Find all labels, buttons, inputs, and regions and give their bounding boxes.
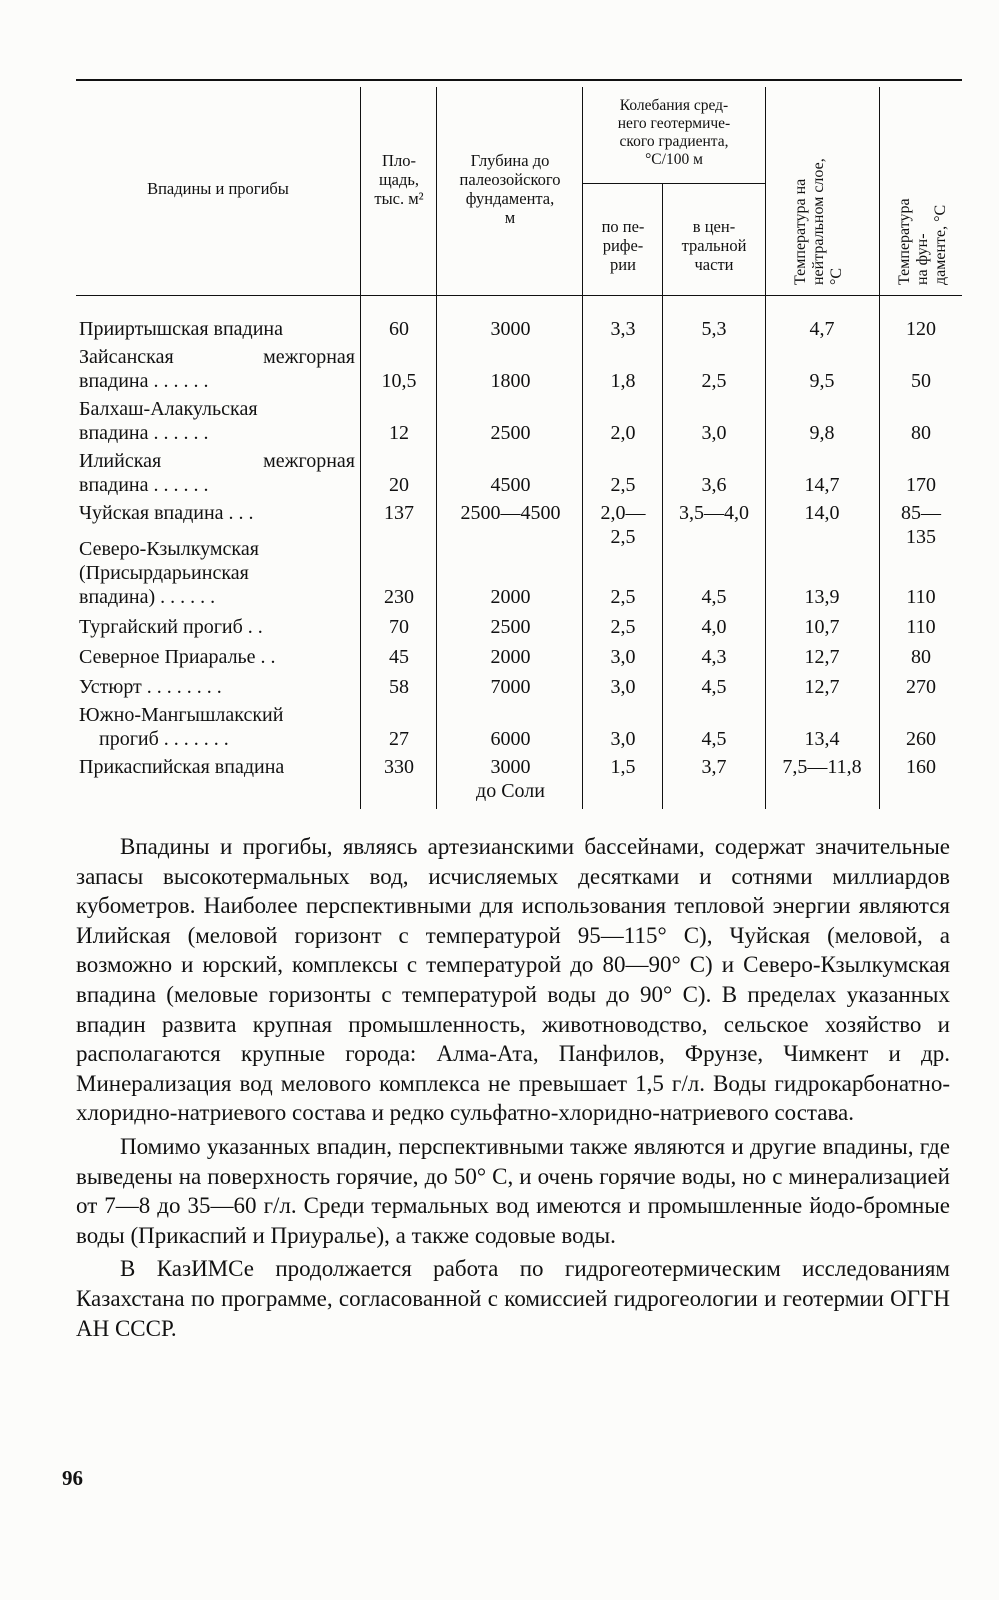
area-cell: 70 xyxy=(389,616,409,638)
temp-neutral-cell: 13,9 xyxy=(804,586,840,608)
basin-name: (Присырдарьинская xyxy=(79,562,249,584)
area-cell: 20 xyxy=(389,474,409,496)
header-gradient: Колебания сред- него геотермиче- ского градиента, °С/100 м xyxy=(617,97,731,168)
temp-neutral-cell: 10,7 xyxy=(804,616,840,638)
depth-cell: 7000 xyxy=(490,676,531,698)
page-number: 96 xyxy=(62,1466,83,1490)
header-temp-basement: Температура на фун- даменте, °С xyxy=(896,198,949,285)
basin-name: Илийская межгорная xyxy=(79,450,355,472)
header-periphery: по пе- рифе- рии xyxy=(601,217,645,274)
header-area: Пло- щадь, тыс. м² xyxy=(374,151,424,208)
periphery-cell: 2,0— 2,5 xyxy=(600,502,646,548)
depth-cell: 3000 до Соли xyxy=(476,756,545,802)
periphery-cell: 3,0 xyxy=(610,646,636,668)
depth-cell: 2000 xyxy=(490,586,531,608)
center-cell: 4,5 xyxy=(701,728,727,750)
periphery-cell: 2,5 xyxy=(610,586,636,608)
area-cell: 230 xyxy=(384,586,414,608)
temp-neutral-cell: 13,4 xyxy=(804,728,840,750)
area-cell: 58 xyxy=(389,676,409,698)
body-text xyxy=(76,832,950,1343)
basin-name: Прикаспийская впадина xyxy=(79,756,285,778)
area-cell: 45 xyxy=(389,646,409,668)
periphery-cell: 1,5 xyxy=(610,756,636,778)
table-header-rule xyxy=(76,295,962,296)
area-cell: 60 xyxy=(389,318,409,340)
temp-neutral-cell: 9,5 xyxy=(809,370,835,392)
temp-basement-cell: 110 xyxy=(906,616,936,638)
depth-cell: 1800 xyxy=(490,370,531,392)
temp-neutral-cell: 12,7 xyxy=(804,646,840,668)
paragraph: В КазИМСе продолжается работа по гидрогеотермическим исследованиям Казахстана по программе, согласованной с комиссией гидрогеологии и геотермии ОГГН АН СССР. xyxy=(76,1256,950,1341)
area-cell: 12 xyxy=(389,422,409,444)
basin-name: Тургайский прогиб . . xyxy=(79,616,263,638)
column-divider xyxy=(436,87,437,809)
periphery-cell: 2,5 xyxy=(610,616,636,638)
area-cell: 27 xyxy=(389,728,409,750)
column-divider xyxy=(662,183,663,809)
center-cell: 2,5 xyxy=(701,370,727,392)
temp-basement-cell: 110 xyxy=(906,586,936,608)
periphery-cell: 3,3 xyxy=(610,318,636,340)
temp-basement-cell: 260 xyxy=(906,728,936,750)
center-cell: 3,7 xyxy=(701,756,727,778)
area-cell: 10,5 xyxy=(381,370,417,392)
basin-name: Балхаш-Алакульская xyxy=(79,398,258,420)
basin-name: Устюрт . . . . . . . . xyxy=(79,676,222,698)
temp-basement-cell: 50 xyxy=(911,370,931,392)
center-cell: 4,0 xyxy=(701,616,727,638)
depth-cell: 3000 xyxy=(490,318,531,340)
center-cell: 3,5—4,0 xyxy=(679,502,749,524)
temp-basement-cell: 160 xyxy=(906,756,936,778)
temp-basement-cell: 80 xyxy=(911,422,931,444)
temp-basement-cell: 85— 135 xyxy=(901,502,941,548)
depth-cell: 2500 xyxy=(490,616,531,638)
basin-name: впадина . . . . . . xyxy=(79,370,209,392)
depth-cell: 2500—4500 xyxy=(460,502,561,524)
center-cell: 4,3 xyxy=(701,646,727,668)
table-top-rule xyxy=(76,79,962,81)
header-temp-neutral: Температура на нейтральном слое, °С xyxy=(792,158,845,285)
basin-name: Северное Приаралье . . xyxy=(79,646,276,668)
temp-basement-cell: 80 xyxy=(911,646,931,668)
center-cell: 3,6 xyxy=(701,474,727,496)
basin-name: впадина . . . . . . xyxy=(79,422,209,444)
depth-cell: 2500 xyxy=(490,422,531,444)
gradient-subheader-rule xyxy=(583,183,765,184)
temp-neutral-cell: 14,7 xyxy=(804,474,840,496)
periphery-cell: 3,0 xyxy=(610,676,636,698)
temp-neutral-cell: 14,0 xyxy=(804,502,840,524)
column-divider xyxy=(765,87,766,809)
periphery-cell: 2,5 xyxy=(610,474,636,496)
depth-cell: 4500 xyxy=(490,474,531,496)
basin-name: впадина) . . . . . . xyxy=(79,586,216,608)
center-cell: 4,5 xyxy=(701,586,727,608)
area-cell: 137 xyxy=(384,502,414,524)
temp-basement-cell: 170 xyxy=(906,474,936,496)
basin-name: Чуйская впадина . . . xyxy=(79,502,254,524)
column-divider xyxy=(879,87,880,809)
temp-neutral-cell: 9,8 xyxy=(809,422,835,444)
basin-name: прогиб . . . . . . . xyxy=(99,728,229,750)
periphery-cell: 1,8 xyxy=(610,370,636,392)
center-cell: 3,0 xyxy=(701,422,727,444)
center-cell: 5,3 xyxy=(701,318,727,340)
basin-name: Южно-Мангышлакский xyxy=(79,704,284,726)
paragraph: Помимо указанных впадин, перспективными также являются и другие впадины, где выведены на поверхность горячие, до 50° С, и очень горячие воды, но с минерализацией от 7—8 до 35—60 г/л. Среди термальных вод имеются и промышленные йодо-бромные воды (Прикаспий и Приуралье), а также содовые воды. xyxy=(76,1133,950,1248)
periphery-cell: 2,0 xyxy=(610,422,636,444)
temp-neutral-cell: 4,7 xyxy=(809,318,835,340)
center-cell: 4,5 xyxy=(701,676,727,698)
area-cell: 330 xyxy=(384,756,414,778)
header-depth: Глубина до палеозойского фундамента, м xyxy=(459,151,561,227)
header-basins: Впадины и прогибы xyxy=(147,179,289,198)
temp-basement-cell: 120 xyxy=(906,318,936,340)
periphery-cell: 3,0 xyxy=(610,728,636,750)
basin-name: Зайсанская межгорная xyxy=(79,346,355,368)
paragraph: Впадины и прогибы, являясь артезианскими бассейнами, содержат значительные запасы высокотермальных вод, исчисляемых десятками и сотнями миллиардов кубометров. Наиболее перспективными для использования тепловой энергии являются Илийская (меловой горизонт с температурой 95—115° С), Чуйская (меловой, а возможно и юрский, комплексы с температурой до 80—90° С) и Северо-Кзылкумская впадина (меловые горизонты с температурой воды до 90° С). В пределах указанных впадин развита крупная промышленность, животноводство, сельское хозяйство и располагаются крупные города: Алма-Ата, Панфилов, Фрунзе, Чимкент и др. Минерализация вод мелового комплекса не превышает 1,5 г/л. Воды гидрокарбонатно-хлоридно-натриевого состава и редко сульфатно-хлоридно-натриевого состава. xyxy=(76,834,950,1126)
temp-basement-cell: 270 xyxy=(906,676,936,698)
column-divider xyxy=(360,87,361,809)
column-divider xyxy=(582,87,583,809)
basin-name: Прииртышская впадина xyxy=(79,318,284,340)
header-center: в цен- тральной части xyxy=(681,217,747,274)
basin-name: Северо-Кзылкумская xyxy=(79,538,259,560)
temp-neutral-cell: 12,7 xyxy=(804,676,840,698)
basin-name: впадина . . . . . . xyxy=(79,474,209,496)
depth-cell: 2000 xyxy=(490,646,531,668)
depth-cell: 6000 xyxy=(490,728,531,750)
temp-neutral-cell: 7,5—11,8 xyxy=(782,756,862,778)
